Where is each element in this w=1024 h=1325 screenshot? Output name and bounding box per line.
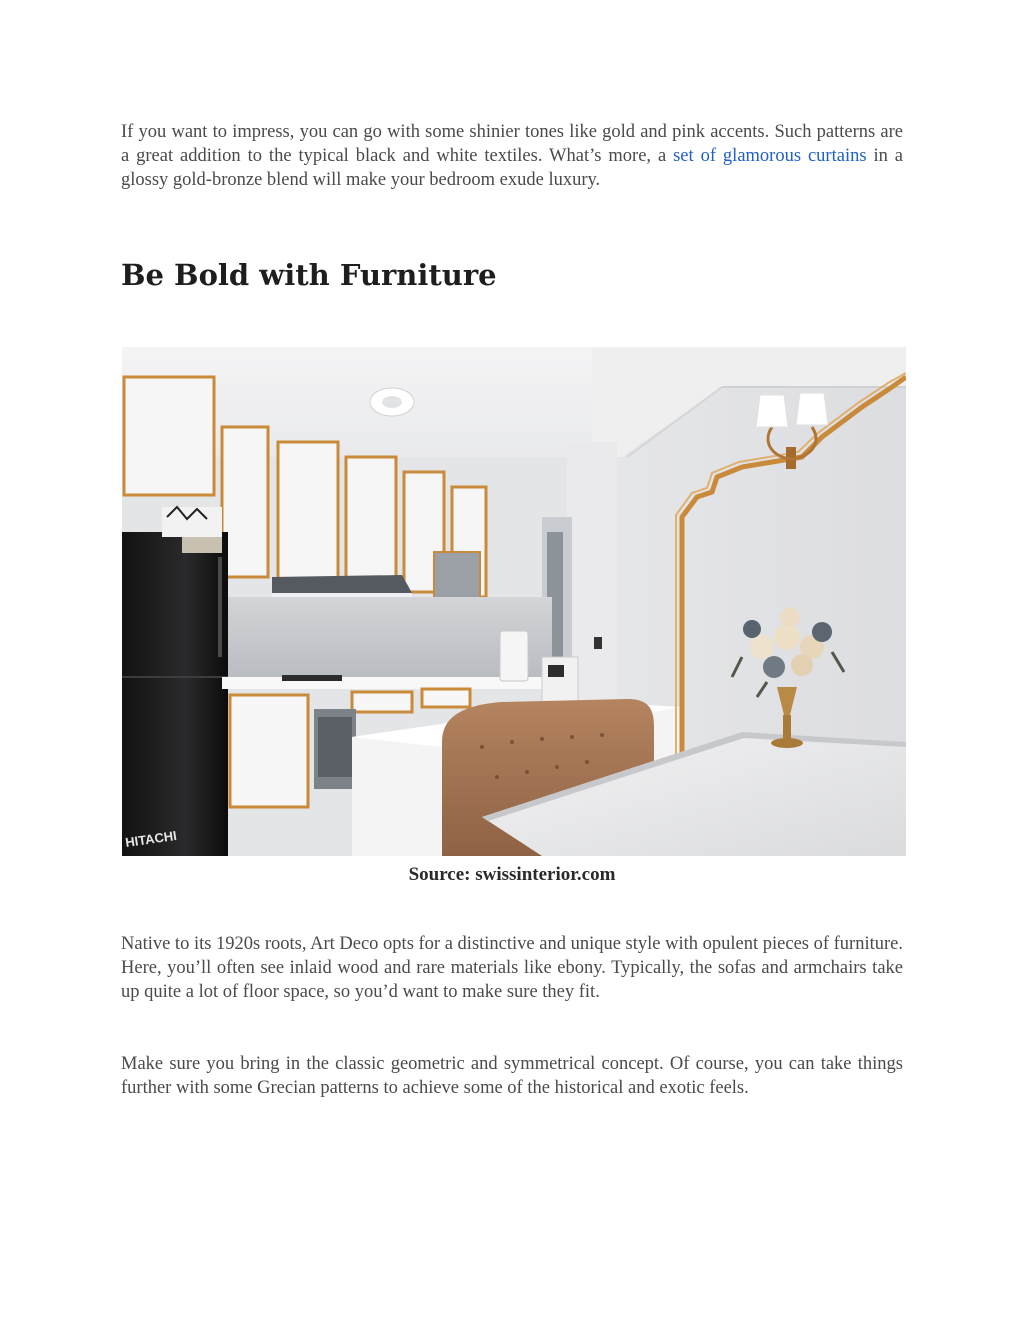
fridge-brand-label: HITACHI	[124, 827, 178, 850]
intro-text-after-link: in a glossy gold-bronze blend will make your bedroom exude luxury.	[121, 146, 903, 190]
curtains-link[interactable]: set of glamorous curtains	[673, 146, 867, 166]
section-heading: Be Bold with Furniture	[121, 258, 497, 292]
intro-text-before-link: If you want to impress, you can go with some shinier tones like gold and pink accents. Such patterns are a great addition to the typical black and white textiles. What’s more, a	[121, 122, 903, 166]
intro-paragraph	[121, 120, 903, 192]
image-source-caption: Source: swissinterior.com	[408, 864, 616, 885]
body-paragraph-1: Native to its 1920s roots, Art Deco opts for a distinctive and unique style with opulent pieces of furniture. Here, you’ll often see inlaid wood and rare materials like ebony. Typically, the sofas and armchairs take up quite a lot of floor space, so you’d want to make sure they fit.	[121, 934, 903, 1002]
kitchen-dining-photo	[122, 347, 906, 856]
body-paragraph-2: Make sure you bring in the classic geometric and symmetrical concept. Of course, you can take things further with some Grecian patterns to achieve some of the historical and exotic feels.	[121, 1054, 903, 1098]
